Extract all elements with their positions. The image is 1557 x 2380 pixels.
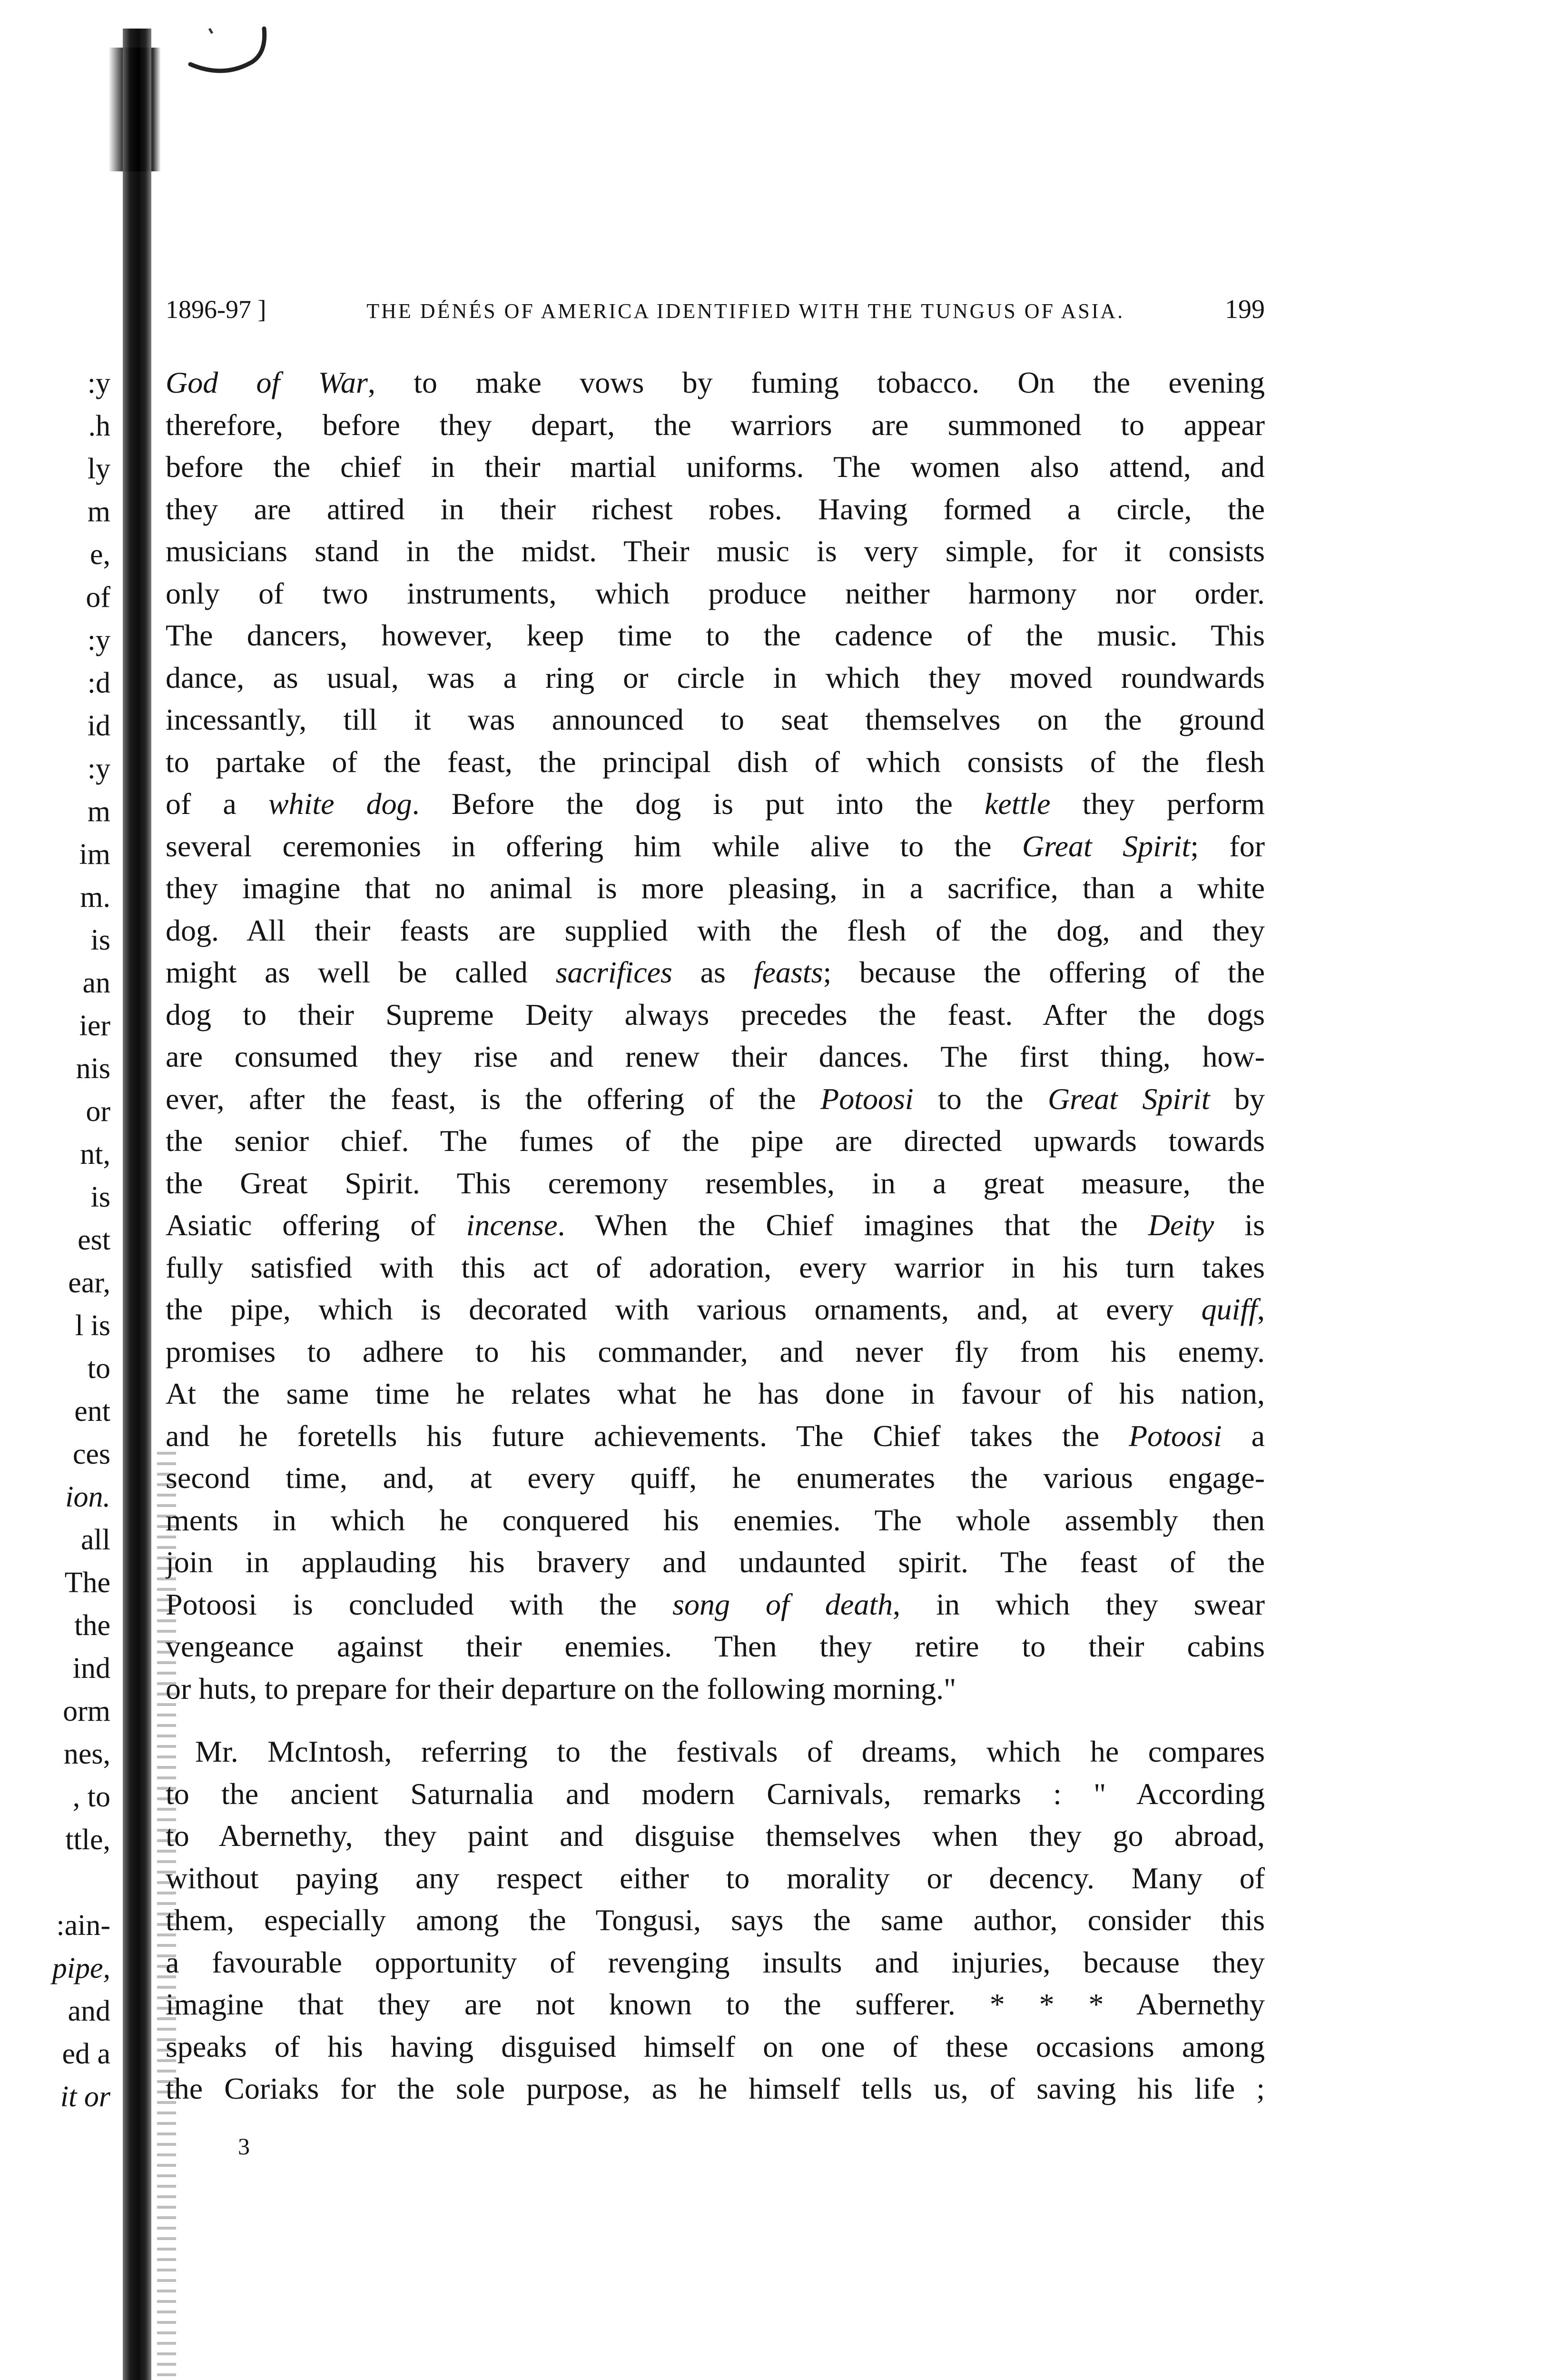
fragment: ces [72,1438,110,1470]
italic-phrase: quiff [1201,1292,1257,1326]
text-run: ever, after the feast, is the offering of the [166,1081,821,1116]
fragment: ind [72,1652,110,1685]
text-line: without paying any respect either to morality or decency. Many of [166,1861,1265,1895]
italic-phrase: incense [466,1208,558,1242]
fragment: or [86,1095,110,1128]
text-run: Asiatic offering of [166,1208,466,1242]
fragment: l is [75,1309,110,1342]
text-line: Mr. McIntosh, referring to the festivals of dreams, which he compares [195,1735,1265,1768]
fragment: nes, [63,1738,110,1770]
text-run: as [672,955,754,989]
text-line [166,1584,1265,1626]
text-line: are consumed they rise and renew their dances. The first thing, how- [166,1040,1265,1073]
fragment: nis [76,1052,110,1085]
fragment: pipe, [52,1952,110,1984]
text-line: they imagine that no animal is more pleasing, in a sacrifice, than a white [166,871,1265,905]
text-line: before the chief in their martial uniforms. The women also attend, and [166,450,1265,484]
fragment: est [78,1224,110,1256]
text-line: second time, and, at every quiff, he enumerates the various engage- [166,1461,1265,1495]
fragment: .h [88,410,110,442]
fragment: :y [87,367,110,399]
text-line: the Coriaks for the sole purpose, as he himself tells us, of saving his life ; [166,2072,1265,2105]
fragment: The [64,1567,110,1599]
italic-phrase: Great Spirit [1047,1081,1210,1116]
italic-phrase: Deity [1148,1208,1214,1242]
fragment: it or [60,2081,110,2113]
fragment: is [90,924,110,956]
text-run: , to make vows by fuming tobacco. On the evening [367,366,1265,399]
text-line: ments in which he conquered his enemies. The whole assembly then [166,1503,1265,1537]
pencil-mark-icon [181,19,286,81]
fragment: ent [74,1395,110,1428]
fragment: ier [79,1010,110,1042]
fragment: m. [80,881,110,913]
fragment: all [81,1524,110,1556]
adjacent-page-fragments [0,362,119,2118]
text-line: vengeance against their enemies. Then they retire to their cabins [166,1629,1265,1663]
italic-phrase: Potoosi [1129,1418,1222,1453]
fragment: orm [63,1695,110,1727]
text-line [166,825,1265,868]
text-run: is [1214,1208,1265,1242]
body-text [166,362,1265,2110]
text-line [166,1289,1265,1331]
header-title: THE DÉNÉS OF AMERICA IDENTIFIED WITH THE TUNGUS OF ASIA. [366,299,1125,323]
text-line: they are attired in their richest robes. Having formed a circle, the [166,492,1265,526]
fragment: nt, [80,1138,110,1170]
fragment: and [68,1995,110,2027]
binding-gutter [123,29,151,2380]
text-run: ; for [1190,829,1265,863]
italic-phrase: white dog [268,787,412,821]
fragment: ed a [62,2038,110,2070]
text-line: At the same time he relates what he has done in favour of his nation, [166,1377,1265,1410]
text-run: , [1257,1292,1265,1326]
italic-phrase: Potoosi [820,1081,914,1116]
italic-phrase: sacrifices [555,955,672,989]
signature-mark: 3 [238,2133,250,2160]
text-run: to the [913,1081,1048,1116]
fragment: :y [87,624,110,656]
text-line: the Great Spirit. This ceremony resembles, in a great measure, the [166,1166,1265,1200]
text-run: , in which they swear [893,1587,1265,1621]
fragment: m [87,795,110,828]
text-line: join in applauding his bravery and undaunted spirit. The feast of the [166,1545,1265,1579]
text-line: incessantly, till it was announced to seat themselves on the ground [166,703,1265,736]
fragment: e, [89,538,110,571]
running-header [166,294,1265,337]
fragment: im [79,838,110,871]
text-line [166,1415,1265,1458]
fragment: to [87,1352,110,1385]
italic-phrase: kettle [984,787,1051,821]
text-run: and he foretells his future achievements. The Chief takes the [166,1418,1129,1453]
text-run: . Before the dog is put into the [412,787,985,821]
header-year: 1896-97 ] [166,295,266,324]
text-line: to the ancient Saturnalia and modern Carnivals, remarks : " According [166,1776,1265,1811]
text-line: or huts, to prepare for their departure on the following morning." [166,1671,956,1706]
text-run: might as well be called [166,955,556,989]
text-line: imagine that they are not known to the sufferer. * * * Abernethy [166,1987,1265,2021]
fragment: m [87,496,110,528]
text-line: dog to their Supreme Deity always precedes the feast. After the dogs [166,997,1265,1031]
fragment: the [74,1609,110,1642]
paragraph-gap [166,1710,1265,1731]
italic-phrase: song of death [672,1587,893,1621]
text-line: musicians stand in the midst. Their music is very simple, for it consists [166,534,1265,568]
text-line: The dancers, however, keep time to the cadence of the music. This [166,618,1265,652]
fragment: ttle, [65,1824,110,1856]
text-run: a [1222,1418,1265,1453]
text-line: promises to adhere to his commander, and never fly from his enemy. [166,1334,1265,1368]
text-line: only of two instruments, which produce neither harmony nor order. [166,576,1265,610]
text-line: the senior chief. The fumes of the pipe are directed upwards towards [166,1124,1265,1158]
text-line: to Abernethy, they paint and disguise themselves when they go abroad, [166,1819,1265,1853]
text-line [166,1204,1265,1247]
text-run: Potoosi is concluded with the [166,1587,673,1621]
italic-phrase: God of War [166,366,368,399]
text-run: several ceremonies in offering him while alive to the [166,829,1022,863]
text-line: dog. All their feasts are supplied with the flesh of the dog, and they [166,913,1265,947]
text-run: of a [166,787,268,821]
text-line: them, especially among the Tongusi, says the same author, consider this [166,1903,1265,1937]
text-line [166,952,1265,994]
italic-phrase: feasts [753,955,823,989]
text-line: dance, as usual, was a ring or circle in which they moved roundwards [166,660,1265,694]
text-line: therefore, before they depart, the warriors are summoned to appear [166,407,1265,442]
text-run: the pipe, which is decorated with various ornaments, and, at every [166,1292,1202,1326]
fragment [0,1861,119,1904]
fragment: ly [87,453,110,485]
text-run: they perform [1050,787,1265,821]
text-line [166,362,1265,404]
text-run: ; because the offering of the [823,955,1265,989]
text-line: fully satisfied with this act of adoration, every warrior in his turn takes [166,1250,1265,1284]
fragment: an [82,967,110,999]
text-run: . When the Chief imagines that the [557,1208,1148,1242]
fragment: , to [72,1781,110,1813]
fragment: id [87,710,110,742]
text-line: to partake of the feast, the principal dish of which consists of the flesh [166,744,1265,779]
fragment: :ain- [56,1909,110,1942]
fragment: :d [87,667,110,699]
text-line [166,783,1265,825]
fragment: of [86,581,110,614]
text-line: a favourable opportunity of revenging insults and injuries, because they [166,1945,1265,1979]
fragment: is [90,1181,110,1213]
fragment: ear, [68,1267,110,1299]
text-run: by [1210,1081,1265,1116]
text-line: speaks of his having disguised himself on one of these occasions among [166,2029,1265,2063]
italic-phrase: Great Spirit [1022,829,1191,863]
fragment: ion. [65,1481,110,1513]
fragment: :y [87,753,110,785]
text-line [166,1078,1265,1121]
page-number: 199 [1225,295,1265,324]
